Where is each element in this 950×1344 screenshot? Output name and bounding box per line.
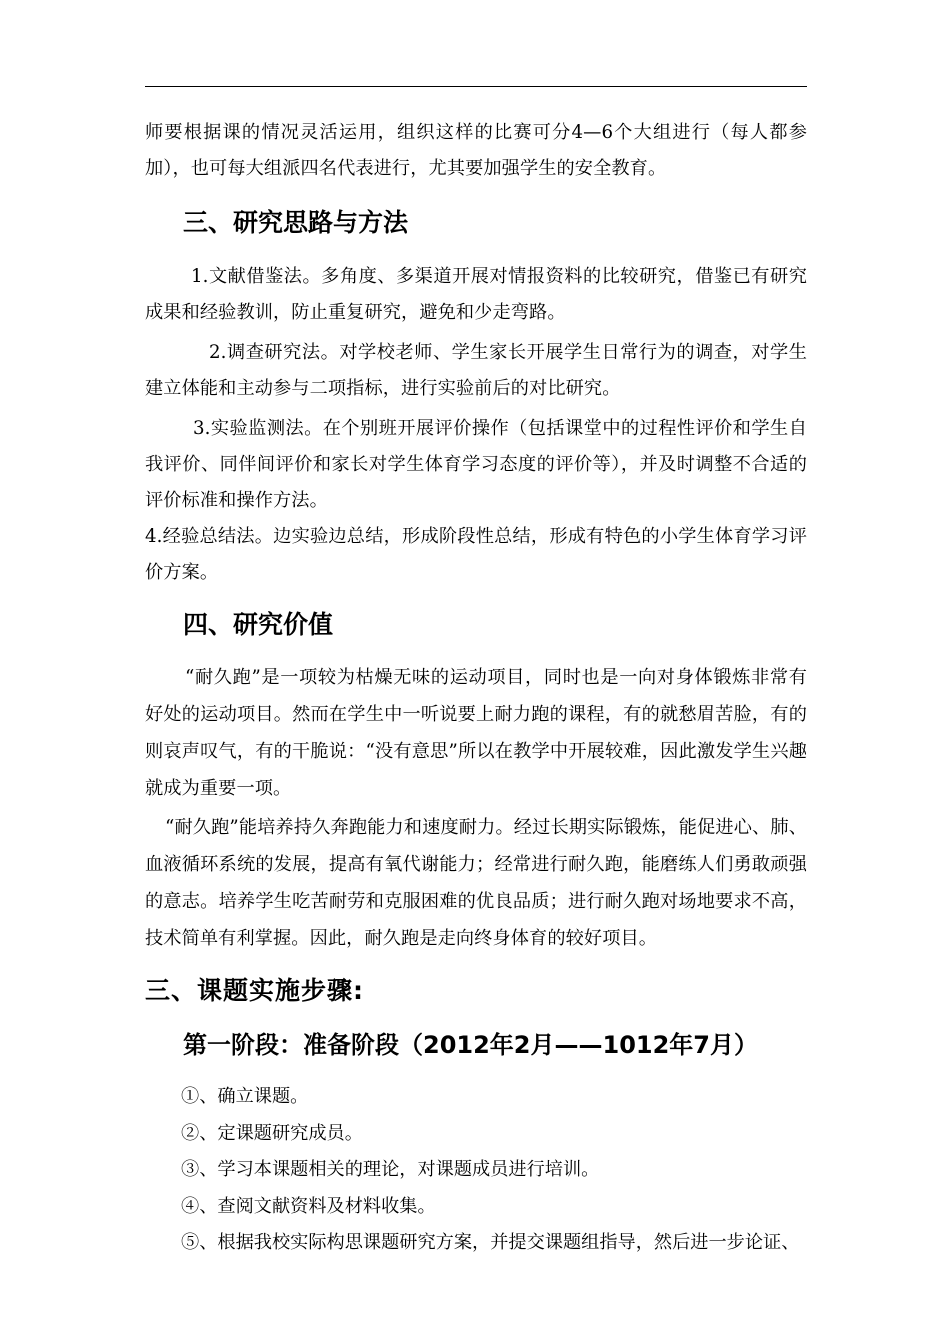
header-rule — [145, 86, 807, 87]
value-paragraph-2: “耐久跑”能培养持久奔跑能力和速度耐力。经过长期实际锻炼，能促进心、肺、血液循环系统的发展，提高有氧代谢能力；经常进行耐久跑，能磨练人们勇敢顽强的意志。培养学生吃苦耐劳和克服困难的优良品质；进行耐久跑对场地要求不高，技术简单有利掌握。因此，耐久跑是走向终身体育的较好项目。 — [145, 817, 807, 949]
phase1-heading: 第一阶段：准备阶段（2012年2月——1012年7月） — [183, 1031, 758, 1059]
method-item-1: 1.文献借鉴法。多角度、多渠道开展对情报资料的比较研究，借鉴已有研究成果和经验教训，防止重复研究，避免和少走弯路。 — [145, 266, 807, 323]
list-item: ③、学习本课题相关的理论，对课题成员进行培训。 — [181, 1159, 600, 1180]
list-item: ⑤、根据我校实际构思课题研究方案，并提交课题组指导，然后进一步论证、 — [181, 1232, 800, 1253]
method-item-3: 3.实验监测法。在个别班开展评价操作（包括课堂中的过程性评价和学生自我评价、同伴间评价和家长对学生体育学习态度的评价等），并及时调整不合适的评价标准和操作方法。 — [145, 418, 807, 511]
value-paragraph-1: “耐久跑”是一项较为枯燥无味的运动项目，同时也是一向对身体锻炼非常有好处的运动项目。然而在学生中一听说要上耐力跑的课程，有的就愁眉苦脸，有的则哀声叹气，有的干脆说：“没有意思”所以在教学中开展较难，因此激发学生兴趣就成为重要一项。 — [145, 667, 807, 799]
section-heading-steps: 三、课题实施步骤: — [145, 976, 364, 1005]
list-item: ①、确立课题。 — [181, 1086, 309, 1107]
section-heading-value: 四、研究价值 — [183, 610, 334, 639]
document-page — [145, 115, 807, 1262]
list-item: ④、查阅文献资料及材料收集。 — [181, 1195, 436, 1217]
list-item: ②、定课题研究成员。 — [181, 1122, 363, 1144]
phase1-steps-list — [145, 1079, 807, 1262]
section-heading-methods: 三、研究思路与方法 — [183, 208, 409, 237]
intro-paragraph: 师要根据课的情况灵活运用，组织这样的比赛可分4—6个大组进行（每人都参加），也可每大组派四名代表进行，尤其要加强学生的安全教育。 — [145, 122, 807, 179]
method-item-4: 4.经验总结法。边实验边总结，形成阶段性总结，形成有特色的小学生体育学习评价方案。 — [145, 526, 807, 583]
method-item-2: 2.调查研究法。对学校老师、学生家长开展学生日常行为的调查，对学生建立体能和主动参与二项指标，进行实验前后的对比研究。 — [145, 342, 807, 399]
